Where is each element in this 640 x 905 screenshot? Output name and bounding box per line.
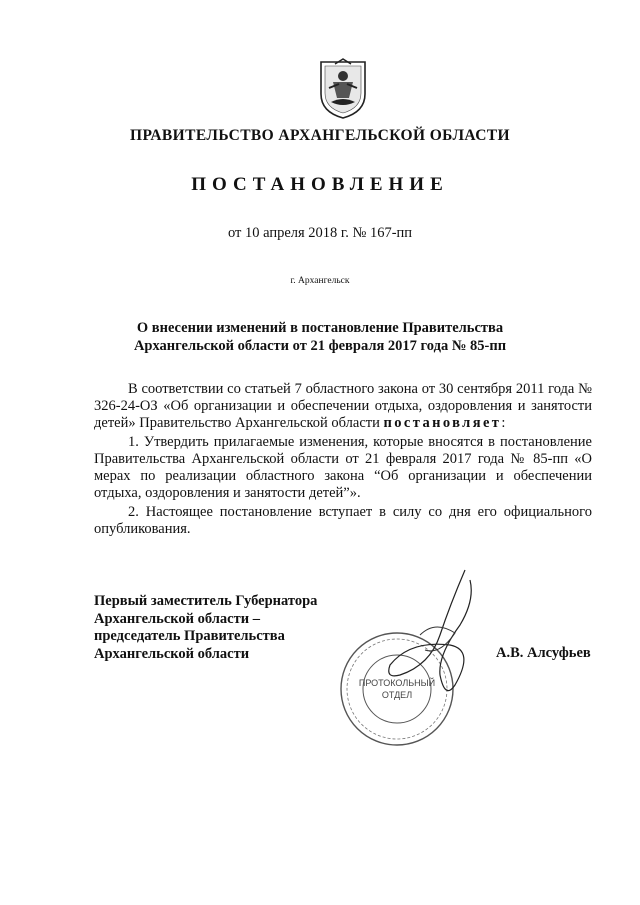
preamble-text: В соответствии со статьей 7 областного закона от 30 сентября 2011 года № 326-24-ОЗ «Об организации и обеспечении отдыха, оздоровления и занятости детей» Правительство Архангельской области [94, 381, 592, 431]
title-line-2: Архангельской области от 21 февраля 2017 года № 85-пп [133, 338, 507, 354]
document-city: г. Архангельск [290, 276, 350, 286]
document-title [120, 319, 520, 355]
document-date-number: от 10 апреля 2018 г. № 167-пп [227, 225, 413, 241]
signer-line-3: председатель Правительства [94, 628, 285, 644]
paragraph-item-2: 2. Настоящее постановление вступает в силу со дня его официального опубликования. [94, 504, 592, 537]
title-line-1: О внесении изменений в постановление Правительства [136, 320, 504, 336]
signer-position [94, 593, 374, 663]
paragraph-item-1: 1. Утвердить прилагаемые изменения, которые вносятся в постановление Правительства Архангельской области от 21 февраля 2017 года № 85-пп «О мерах по реализации областного закона “Об организации и обеспечении отдыха, оздоровления и занятости детей”». [94, 434, 592, 501]
preamble-colon: : [501, 415, 506, 431]
coat-of-arms-emblem [313, 58, 373, 120]
stamp-center-line-1: ПРОТОКОЛЬНЫЙ [358, 678, 436, 688]
signer-line-1: Первый заместитель Губернатора [94, 593, 318, 609]
organization-name: ПРАВИТЕЛЬСТВО АРХАНГЕЛЬСКОЙ ОБЛАСТИ [129, 127, 510, 144]
signer-line-2: Архангельской области – [94, 610, 260, 627]
handwritten-signature [380, 565, 490, 705]
stamp-center-line-2: ОТДЕЛ [381, 690, 413, 700]
paragraph-preamble [94, 381, 592, 432]
document-type: ПОСТАНОВЛЕНИЕ [191, 174, 449, 195]
resolves-word: постановляет [383, 415, 502, 431]
signer-line-4: Архангельской области [94, 645, 250, 662]
signer-name: А.В. Алсуфьев [496, 645, 591, 661]
